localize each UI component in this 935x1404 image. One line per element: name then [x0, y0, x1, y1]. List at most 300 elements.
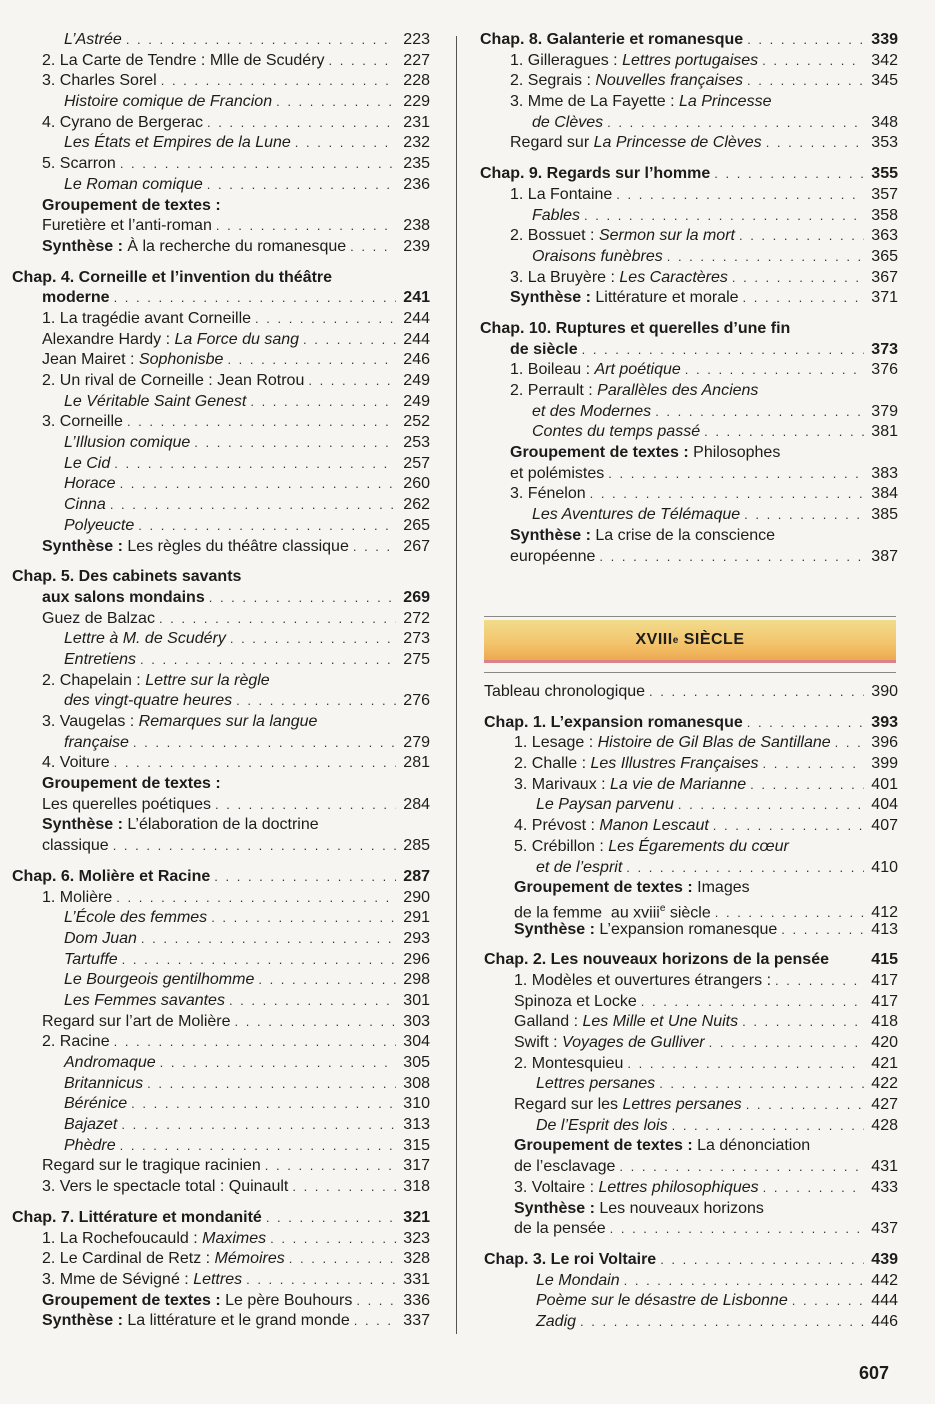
toc-chapter-row — [484, 1250, 898, 1271]
dot-leader — [114, 1032, 396, 1053]
toc-entry-label — [12, 929, 137, 950]
dot-leader — [246, 1270, 396, 1291]
toc-entry-row — [480, 422, 898, 443]
toc-entry-text: Les querelles poétiques — [42, 795, 212, 813]
toc-entry-row — [484, 1271, 898, 1292]
toc-entry-row — [12, 733, 430, 754]
dot-leader — [127, 412, 396, 433]
toc-page-number: 269 — [403, 588, 430, 606]
toc-entry-row — [480, 51, 898, 72]
toc-entry-text: Les Femmes savantes — [64, 991, 225, 1009]
toc-entry-text: Le père Bouhours — [220, 1291, 353, 1309]
toc-entry-label — [12, 1249, 285, 1270]
toc-page-number: 336 — [403, 1291, 430, 1309]
dot-leader — [114, 288, 396, 309]
toc-entry-label — [484, 1033, 705, 1054]
toc-entry-label — [484, 950, 829, 971]
toc-page-number: 285 — [403, 837, 430, 855]
toc-entry-row — [12, 1032, 430, 1053]
toc-entry-label — [480, 547, 595, 568]
toc-page-number: 417 — [871, 971, 898, 989]
toc-entry-text: et polémistes — [510, 464, 605, 482]
toc-page-number: 235 — [403, 155, 430, 173]
toc-entry-label — [484, 971, 771, 992]
toc-entry-label — [12, 51, 325, 72]
toc-entry-label — [484, 1250, 656, 1271]
dot-leader — [667, 247, 864, 268]
toc-entry-row — [484, 1116, 898, 1137]
toc-entry-text: 3. Mme de La Fayette : — [510, 93, 679, 111]
toc-entry-text: Jean Mairet : — [42, 351, 139, 369]
toc-entry-text: L’Illusion comique — [64, 434, 191, 452]
dot-leader — [114, 753, 396, 774]
toc-page-number: 249 — [403, 372, 430, 389]
toc-entry-text: de la femme au xviii — [514, 904, 660, 920]
toc-page-number: 318 — [403, 1178, 430, 1196]
toc-chapter-row — [480, 30, 898, 51]
toc-entry-row — [12, 1156, 430, 1177]
dot-leader — [276, 92, 396, 113]
toc-entry-text: moderne — [42, 289, 110, 307]
toc-chapter-row — [12, 567, 430, 588]
dot-leader — [766, 133, 864, 154]
toc-entry-text: 2. Le Cardinal de Retz : — [42, 1250, 215, 1268]
toc-entry-text: et de l’esprit — [536, 858, 623, 876]
toc-page-number: 290 — [403, 888, 430, 906]
toc-entry-label — [12, 1270, 242, 1291]
toc-entry-row — [12, 1249, 430, 1270]
dot-leader — [160, 1053, 396, 1074]
toc-entry-label — [484, 1116, 668, 1137]
toc-entry-text: Regard sur le tragique racinien — [42, 1157, 261, 1175]
toc-page-number: 357 — [871, 185, 898, 203]
toc-entry-text: 1. Gilleragues : — [510, 51, 623, 69]
toc-chapter-row — [484, 950, 898, 971]
dot-leader — [292, 1177, 396, 1198]
dot-leader — [599, 547, 864, 568]
toc-entry-row — [480, 526, 898, 547]
toc-entry-text: Synthèse : — [42, 1312, 123, 1330]
toc-page-number: 253 — [403, 434, 430, 452]
dot-leader — [747, 30, 864, 51]
toc-entry-row — [484, 1033, 898, 1054]
toc-entry-row — [12, 516, 430, 537]
dot-leader — [250, 392, 396, 413]
toc-entry-row — [484, 1312, 898, 1333]
dot-leader — [116, 888, 396, 909]
toc-entry-row — [12, 196, 430, 217]
toc-entry-text: aux salons mondains — [42, 588, 205, 606]
toc-entry-label — [480, 113, 603, 134]
dot-leader — [126, 30, 396, 51]
dot-leader — [140, 650, 396, 671]
dot-leader — [607, 113, 864, 134]
toc-entry-text: 3. Voltaire : — [514, 1178, 599, 1196]
toc-entry-text: Chap. 4. Corneille et l’invention du théâtre — [12, 268, 333, 286]
toc-right-column-bottom — [484, 682, 898, 1333]
dot-leader — [685, 360, 864, 381]
dot-leader — [678, 795, 864, 816]
dot-leader — [704, 422, 864, 443]
toc-chapter-row — [480, 164, 898, 185]
toc-entry-label — [480, 319, 790, 340]
toc-chapter-row — [484, 713, 898, 734]
toc-page-number: 236 — [403, 175, 430, 193]
toc-page-number: 296 — [403, 950, 430, 968]
toc-entry-label — [484, 1012, 738, 1033]
toc-entry-text: Art poétique — [594, 361, 681, 379]
toc-entry-label — [484, 1074, 655, 1095]
toc-entry-text: Parallèles des Anciens — [597, 382, 759, 399]
toc-entry-label — [480, 226, 735, 247]
dot-leader — [255, 309, 396, 330]
toc-page-number: 379 — [871, 402, 898, 420]
dot-leader — [747, 71, 864, 92]
dot-leader — [230, 629, 396, 650]
toc-entry-text: Les Mille et Une Nuits — [582, 1013, 739, 1031]
toc-page-number: 415 — [871, 951, 898, 969]
toc-entry-row — [484, 1074, 898, 1095]
toc-entry-label — [12, 71, 157, 92]
toc-entry-label — [484, 878, 750, 899]
dot-leader — [732, 268, 864, 289]
toc-entry-row — [484, 899, 898, 920]
toc-page-number: 260 — [403, 475, 430, 493]
dot-leader — [120, 474, 396, 495]
toc-page-number: 442 — [871, 1271, 898, 1289]
toc-entry-text: 1. La tragédie avant Corneille — [42, 309, 252, 327]
toc-entry-label — [12, 836, 109, 857]
toc-entry-text: Alexandre Hardy : — [42, 330, 175, 348]
toc-entry-text: Phèdre — [64, 1136, 116, 1154]
dot-leader — [763, 754, 864, 775]
dot-leader — [207, 175, 396, 196]
toc-entry-label — [12, 412, 123, 433]
section-heading-suffix: SIÈCLE — [678, 631, 745, 648]
dot-leader — [660, 1250, 864, 1271]
toc-entry-label — [484, 754, 759, 775]
toc-entry-label — [484, 1136, 810, 1157]
toc-page-number: 401 — [871, 775, 898, 793]
dot-leader — [141, 929, 396, 950]
toc-entry-text: Tableau chronologique — [484, 683, 646, 700]
toc-entry-row — [480, 484, 898, 505]
toc-entry-row — [12, 412, 430, 433]
toc-entry-text: Lettres — [193, 1270, 243, 1288]
toc-entry-text: de Clèves — [532, 113, 604, 131]
toc-page-number: 267 — [403, 537, 430, 555]
toc-entry-label — [12, 1094, 127, 1115]
toc-entry-text: De l’Esprit des lois — [536, 1116, 668, 1134]
toc-page-number: 431 — [871, 1158, 898, 1176]
section-rule-bottom — [484, 672, 896, 673]
toc-entry-label — [480, 381, 758, 402]
dot-leader — [580, 1312, 864, 1333]
toc-entry-text: L’expansion romanesque — [594, 920, 778, 938]
toc-page-number: 355 — [871, 165, 898, 183]
toc-entry-text: Groupement de textes : — [42, 1291, 221, 1309]
toc-entry-row — [484, 920, 898, 941]
toc-entry-text: Lettres portugaises — [622, 51, 759, 69]
toc-entry-text: 1. Modèles et ouvertures étrangers : — [514, 971, 772, 989]
toc-entry-text: L’Astrée — [64, 31, 122, 48]
toc-entry-row — [484, 858, 898, 879]
toc-entry-text: Lettres philosophiques — [598, 1178, 759, 1196]
dot-leader — [356, 1291, 396, 1312]
toc-entry-text: Chap. 5. Des cabinets savants — [12, 568, 242, 586]
toc-entry-text: Groupement de textes : — [514, 879, 693, 897]
toc-entry-row — [12, 1177, 430, 1198]
toc-chapter-row — [12, 1208, 430, 1229]
toc-entry-row — [12, 330, 430, 351]
toc-entry-label — [480, 526, 775, 547]
dot-leader — [649, 682, 864, 703]
toc-page-number: 310 — [403, 1095, 430, 1113]
toc-entry-row — [12, 950, 430, 971]
toc-page-number: 365 — [871, 247, 898, 265]
section-heading-sup: e — [672, 634, 679, 646]
toc-entry-text: Oraisons funèbres — [532, 247, 663, 265]
section-heading-prefix: XVIII — [635, 631, 673, 648]
toc-entry-row — [12, 454, 430, 475]
toc-right-column-top — [480, 30, 898, 567]
toc-entry-text: 2. Chapelain : — [42, 671, 146, 689]
toc-page-number: 301 — [403, 991, 430, 1009]
toc-entry-label — [484, 1178, 759, 1199]
toc-entry-label — [480, 30, 743, 51]
dot-leader — [781, 920, 864, 941]
toc-page-number: 231 — [403, 113, 430, 131]
section-gap — [12, 1198, 430, 1208]
dot-leader — [762, 51, 864, 72]
toc-page-number: 249 — [403, 392, 430, 410]
toc-page-number: 223 — [403, 31, 430, 48]
toc-entry-label — [480, 206, 580, 227]
toc-entry-row — [484, 992, 898, 1013]
toc-page-number: 383 — [871, 464, 898, 482]
toc-page-number: 363 — [871, 227, 898, 245]
dot-leader — [147, 1074, 396, 1095]
toc-entry-label — [12, 867, 210, 888]
toc-page-number: 446 — [871, 1312, 898, 1330]
toc-entry-row — [12, 1074, 430, 1095]
toc-chapter-row — [12, 288, 430, 309]
toc-entry-label — [12, 474, 116, 495]
dot-leader — [792, 1291, 864, 1312]
dot-leader — [159, 609, 396, 630]
toc-entry-row — [12, 815, 430, 836]
toc-entry-row — [484, 1178, 898, 1199]
toc-page-number: 390 — [871, 683, 898, 700]
toc-page-number: 287 — [403, 867, 430, 885]
toc-entry-label — [12, 330, 299, 351]
dot-leader — [265, 1156, 396, 1177]
toc-entry-label — [12, 350, 223, 371]
toc-entry-row — [480, 268, 898, 289]
toc-page-number: 293 — [403, 929, 430, 947]
toc-entry-text: Regard sur l’art de Molière — [42, 1012, 231, 1030]
toc-entry-label — [12, 1156, 261, 1177]
toc-entry-label — [484, 713, 743, 734]
toc-entry-row — [484, 754, 898, 775]
toc-entry-label — [480, 360, 681, 381]
toc-page-number: 246 — [403, 351, 430, 369]
toc-entry-row — [12, 609, 430, 630]
toc-entry-label — [484, 795, 674, 816]
toc-entry-row — [12, 433, 430, 454]
dot-leader — [161, 71, 396, 92]
toc-page-number: 393 — [871, 713, 898, 731]
toc-entry-text: Le Bourgeois gentilhomme — [64, 971, 255, 989]
toc-entry-label — [484, 682, 645, 703]
section-gap — [480, 154, 898, 164]
toc-entry-label — [480, 422, 700, 443]
toc-entry-text: La Force du sang — [174, 330, 300, 348]
toc-page-number: 313 — [403, 1116, 430, 1134]
toc-page-number: 437 — [871, 1220, 898, 1238]
toc-chapter-row — [12, 588, 430, 609]
dot-leader — [746, 1095, 864, 1116]
toc-entry-row — [12, 774, 430, 795]
toc-entry-row — [484, 1095, 898, 1116]
toc-entry-row — [12, 1136, 430, 1157]
toc-entry-row — [12, 133, 430, 154]
toc-entry-row — [12, 1311, 430, 1332]
toc-entry-row — [480, 360, 898, 381]
toc-entry-text: Maximes — [202, 1229, 267, 1247]
toc-entry-text: Chap. 3. Le roi Voltaire — [484, 1250, 657, 1268]
toc-page-number: 279 — [403, 733, 430, 751]
toc-entry-row — [12, 309, 430, 330]
dot-leader — [641, 992, 864, 1013]
toc-entry-row — [12, 237, 430, 258]
toc-entry-label — [12, 92, 272, 113]
toc-entry-text: La vie de Marianne — [610, 775, 747, 793]
toc-page-number: 244 — [403, 330, 430, 348]
toc-entry-text: Cinna — [64, 496, 106, 514]
toc-entry-text: Sermon sur la mort — [598, 227, 735, 245]
toc-entry-label — [480, 443, 780, 464]
toc-entry-text: 4. Cyrano de Bergerac — [42, 113, 203, 131]
toc-entry-text: Littérature et morale — [590, 289, 739, 307]
toc-entry-text: et des Modernes — [532, 402, 652, 420]
dot-leader — [227, 350, 396, 371]
toc-page-number: 284 — [403, 795, 430, 813]
toc-entry-row — [484, 775, 898, 796]
toc-page-number: 328 — [403, 1250, 430, 1268]
toc-entry-text: Groupement de textes : — [42, 775, 221, 793]
toc-entry-row — [480, 247, 898, 268]
toc-entry-row — [480, 381, 898, 402]
toc-page-number: 404 — [871, 796, 898, 814]
toc-left-column — [12, 30, 430, 1332]
toc-entry-text: Groupement de textes : — [514, 1137, 693, 1155]
toc-page-number: 410 — [871, 858, 898, 876]
toc-entry-row — [12, 929, 430, 950]
toc-entry-text: 1. Lesage : — [514, 734, 598, 752]
dot-leader — [590, 484, 864, 505]
section-gap — [12, 258, 430, 268]
toc-entry-label — [480, 268, 728, 289]
dot-leader — [750, 775, 864, 796]
dot-leader — [775, 971, 864, 992]
toc-page-number: 417 — [871, 992, 898, 1010]
toc-entry-text: Lettre sur la règle — [145, 671, 270, 689]
toc-entry-text: 2. Challe : — [514, 755, 591, 773]
toc-entry-text: Zadig — [536, 1312, 577, 1330]
page-number: 607 — [858, 1363, 889, 1383]
toc-entry-label — [12, 175, 203, 196]
toc-entry-label — [12, 196, 221, 217]
toc-page-number: 384 — [871, 485, 898, 503]
toc-entry-text: 4. Voiture — [42, 754, 110, 772]
dot-leader — [582, 340, 864, 361]
toc-entry-row — [12, 1115, 430, 1136]
dot-leader — [194, 433, 396, 454]
toc-entry-text: de la pensée — [514, 1220, 606, 1238]
toc-entry-text: Chap. 6. Molière et Racine — [12, 867, 211, 885]
toc-entry-text: Le Paysan parvenu — [536, 796, 674, 814]
toc-entry-label — [12, 733, 129, 754]
toc-entry-text: 1. Molière — [42, 888, 113, 906]
toc-page-number: 229 — [403, 93, 430, 111]
toc-entry-label — [480, 340, 578, 361]
section-gap — [480, 309, 898, 319]
toc-entry-row — [12, 216, 430, 237]
dot-leader — [266, 1208, 396, 1229]
toc-entry-label — [12, 268, 332, 289]
toc-entry-row — [12, 92, 430, 113]
toc-entry-row — [12, 836, 430, 857]
toc-entry-label — [484, 858, 622, 879]
toc-entry-text: 4. Prévost : — [514, 817, 600, 835]
toc-page-number: 348 — [871, 113, 898, 131]
toc-entry-row — [12, 350, 430, 371]
toc-page-number: 321 — [403, 1208, 430, 1226]
toc-entry-label — [484, 1312, 576, 1333]
dot-leader — [608, 464, 864, 485]
toc-entry-text: 1. La Rochefoucauld : — [42, 1229, 203, 1247]
toc-entry-label — [12, 133, 291, 154]
toc-page-number: 371 — [871, 289, 898, 307]
toc-entry-text: Synthèse : — [514, 920, 595, 938]
toc-page-number: 244 — [403, 309, 430, 327]
toc-entry-text: 2. Un rival de Corneille : Jean Rotrou — [42, 372, 305, 389]
toc-entry-text: Bajazet — [64, 1116, 118, 1134]
toc-page-number: 275 — [403, 650, 430, 668]
dot-leader — [709, 1033, 864, 1054]
toc-entry-label — [12, 392, 246, 413]
toc-entry-row — [12, 1229, 430, 1250]
section-heading-xviii — [484, 620, 896, 663]
toc-entry-text: Regard sur les — [514, 1096, 623, 1114]
toc-page-number: 305 — [403, 1054, 430, 1071]
toc-entry-label — [12, 454, 110, 475]
toc-entry-text: 2. La Carte de Tendre : Mlle de Scudéry — [42, 51, 325, 69]
toc-entry-text: Regard sur — [510, 134, 594, 152]
toc-entry-label — [12, 154, 116, 175]
toc-entry-text: Les Caractères — [619, 268, 728, 286]
toc-entry-text: Entretiens — [64, 650, 137, 668]
toc-entry-row — [12, 991, 430, 1012]
toc-entry-row — [484, 878, 898, 899]
toc-page-number: 428 — [871, 1116, 898, 1134]
toc-entry-text: Synthèse : — [514, 1199, 595, 1217]
toc-entry-text: Chap. 9. Regards sur l’homme — [480, 165, 711, 183]
toc-entry-label — [12, 1032, 110, 1053]
toc-entry-text: Les Aventures de Télémaque — [532, 506, 741, 524]
dot-leader — [258, 970, 396, 991]
